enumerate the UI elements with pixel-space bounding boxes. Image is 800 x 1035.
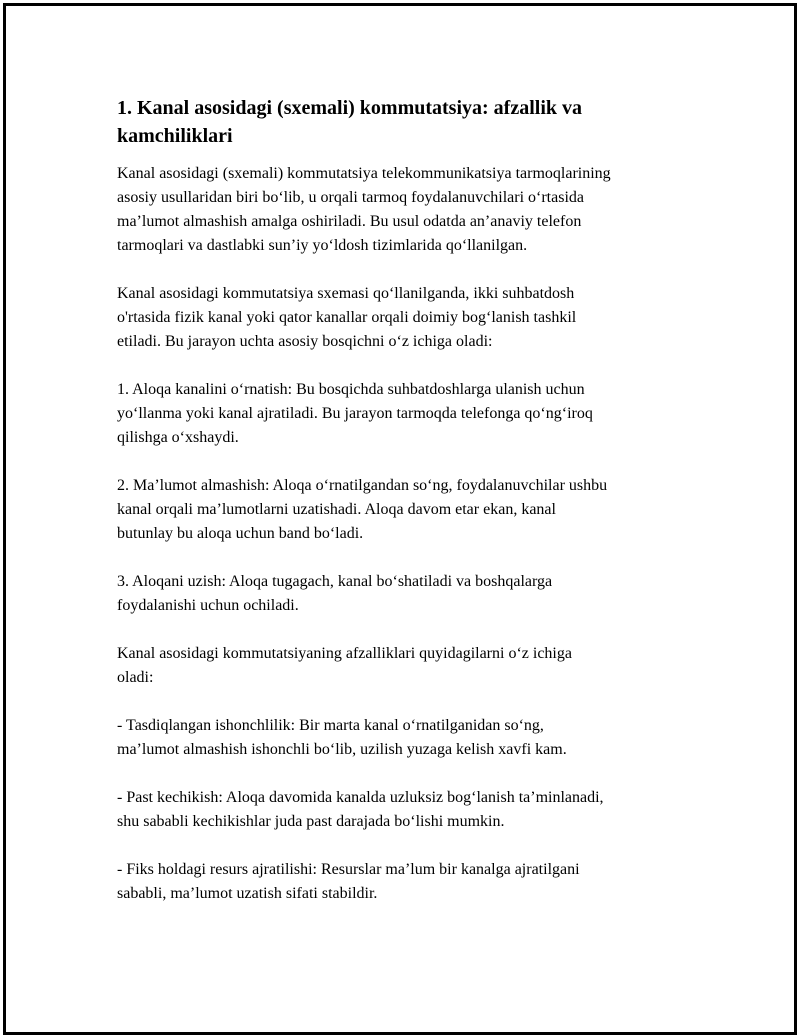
list-item-step-3: 3. Aloqani uzish: Aloqa tugagach, kanal bo‘shatiladi va boshqalarga foydalanishi uchun ochiladi. xyxy=(117,573,553,614)
document-body xyxy=(117,94,697,930)
list-item-reliability: - Tasdiqlangan ishonchlilik: Bir marta kanal o‘rnatilganidan so‘ng, ma’lumot almashish ishonchli bo‘lib, uzilish yuzaga kelish xavfi kam. xyxy=(117,717,567,758)
list-item-step-2: 2. Ma’lumot almashish: Aloqa o‘rnatilgandan so‘ng, foydalanuvchilar ushbu kanal orqali ma’lumotlarni uzatishadi. Aloqa davom etar ekan, kanal butunlay bu aloqa uchun band bo‘ladi. xyxy=(117,477,608,542)
list-item-resource-allocation: - Fiks holdagi resurs ajratilishi: Resurslar ma’lum bir kanalga ajratilgani sababli, ma’lumot uzatish sifati stabildir. xyxy=(117,861,580,902)
paragraph-scheme: Kanal asosidagi kommutatsiya sxemasi qo‘llanilganda, ikki suhbatdosh o'rtasida fizik kanal yoki qator kanallar orqali doimiy bog‘lanish tashkil etiladi. Bu jarayon uchta asosiy bosqichni o‘z ichiga oladi: xyxy=(117,285,577,350)
paragraph-advantages-intro: Kanal asosidagi kommutatsiyaning afzalliklari quyidagilarni o‘z ichiga oladi: xyxy=(117,645,572,686)
list-item-step-1: 1. Aloqa kanalini o‘rnatish: Bu bosqichda suhbatdoshlarga ulanish uchun yo‘llanma yoki kanal ajratiladi. Bu jarayon tarmoqda telefonga qo‘ng‘iroq qilishga o‘xshaydi. xyxy=(117,381,593,446)
document-title: 1. Kanal asosidagi (sxemali) kommutatsiya: afzallik va kamchiliklari xyxy=(117,97,583,147)
paragraph-intro: Kanal asosidagi (sxemali) kommutatsiya telekommunikatsiya tarmoqlarining asosiy usullaridan biri bo‘lib, u orqali tarmoq foydalanuvchilari o‘rtasida ma’lumot almashish amalga oshiriladi. Bu usul odatda an’anaviy telefon tarmoqlari va dastlabki sun’iy yo‘ldosh tizimlarida qo‘llanilgan. xyxy=(117,165,611,254)
list-item-latency: - Past kechikish: Aloqa davomida kanalda uzluksiz bog‘lanish ta’minlanadi, shu sababli kechikishlar juda past darajada bo‘lishi mumkin. xyxy=(117,789,604,830)
